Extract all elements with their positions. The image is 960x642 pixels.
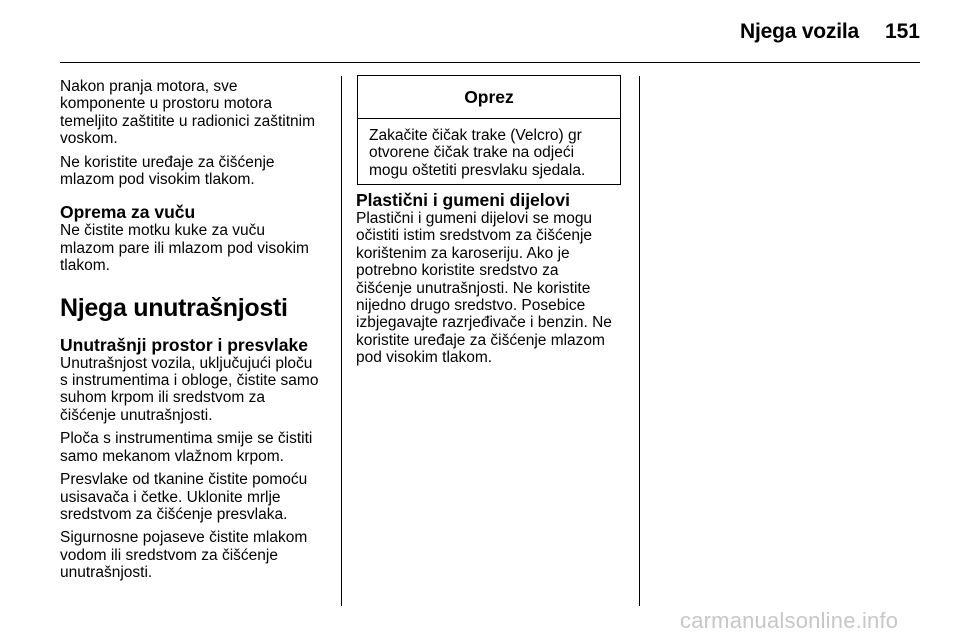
engine-wash-paragraph (60, 78, 332, 148)
watermark-text: carmanualsonline.info (680, 608, 899, 633)
text-line: sredstvom za čišćenje presvlaka. (60, 505, 288, 523)
text-line: vodom ili sredstvom za čišćenje (60, 546, 278, 564)
text-line: temeljito zaštitite u radionici zaštitnim (60, 112, 315, 130)
text-line: čišćenje unutrašnjosti. Ne koristite (356, 279, 591, 297)
text-line: komponente u prostoru motora (60, 95, 272, 113)
text-line: mogu oštetiti presvlaku sjedala. (369, 161, 586, 179)
text-line: Ploča s instrumentima smije se čistiti (60, 430, 313, 448)
text-line: voskom. (60, 130, 118, 148)
text-line: Unutrašnjost vozila, uključujući ploču (60, 354, 313, 372)
left-column (60, 78, 332, 588)
middle-column (356, 190, 626, 373)
header-rule (60, 62, 920, 63)
caution-text (358, 119, 620, 179)
page-header-title: Njega vozila (740, 20, 859, 43)
text-line: Zakačite čičak trake (Velcro) gr (369, 127, 582, 144)
text-line: korištenim za karoseriju. Ako je (356, 244, 570, 262)
towing-equipment-paragraph (60, 222, 332, 274)
column-divider-left (341, 76, 342, 606)
column-divider-right (639, 76, 640, 606)
interior-paragraph-2 (60, 430, 332, 465)
interior-paragraph-1 (60, 355, 332, 425)
plastic-rubber-parts-heading: Plastični i gumeni dijelovi (356, 190, 570, 210)
text-line: Sigurnosne pojaseve čistite mlakom (60, 529, 308, 547)
interior-paragraph-3 (60, 471, 332, 523)
interior-paragraph-4 (60, 529, 332, 581)
text-line: samo mekanom vlažnom krpom. (60, 447, 284, 465)
text-line: mlazom pare ili mlazom pod visokim (60, 239, 309, 257)
high-pressure-warning-paragraph (60, 154, 332, 189)
text-line: usisavača i četke. Uklonite mrlje (60, 488, 281, 506)
text-line: Ne čistite motku kuke za vuču (60, 222, 266, 240)
text-line: Ne koristite uređaje za čišćenje (60, 153, 275, 171)
text-line: čišćenje unutrašnjosti. (60, 406, 213, 424)
text-line: tlakom. (60, 257, 110, 275)
text-line: unutrašnjosti. (60, 564, 153, 582)
text-line: potrebno koristite sredstvo za (356, 262, 559, 280)
text-line: očistiti istim sredstvom za čišćenje (356, 227, 593, 245)
text-line: otvorene čičak trake na odjeći (369, 144, 575, 162)
text-line: suhom krpom ili sredstvom za (60, 389, 266, 407)
text-line: Presvlake od tkanine čistite pomoću (60, 471, 308, 489)
caution-box (357, 75, 621, 185)
text-line: Plastični i gumeni dijelovi se mogu (356, 210, 593, 227)
interior-upholstery-heading: Unutrašnji prostor i presvlake (60, 334, 308, 355)
text-line: koristite uređaje za čišćenje mlazom (356, 331, 605, 349)
page-number: 151 (884, 20, 920, 43)
text-line: nijedno drugo sredstvo. Posebice (356, 297, 586, 315)
text-line: mlazom pod visokim tlakom. (60, 171, 255, 189)
text-line: izbjegavajte razrjeđivače i benzin. Ne (356, 314, 612, 332)
caution-title: Oprez (358, 76, 620, 119)
text-line: Nakon pranja motora, sve (60, 78, 238, 95)
towing-equipment-heading: Oprema za vuču (60, 202, 196, 223)
interior-care-heading: Njega unutrašnjosti (60, 293, 288, 322)
plastic-rubber-parts-paragraph (356, 210, 626, 367)
text-line: s instrumentima i obloge, čistite samo (60, 372, 319, 390)
text-line: pod visokim tlakom. (356, 349, 493, 367)
